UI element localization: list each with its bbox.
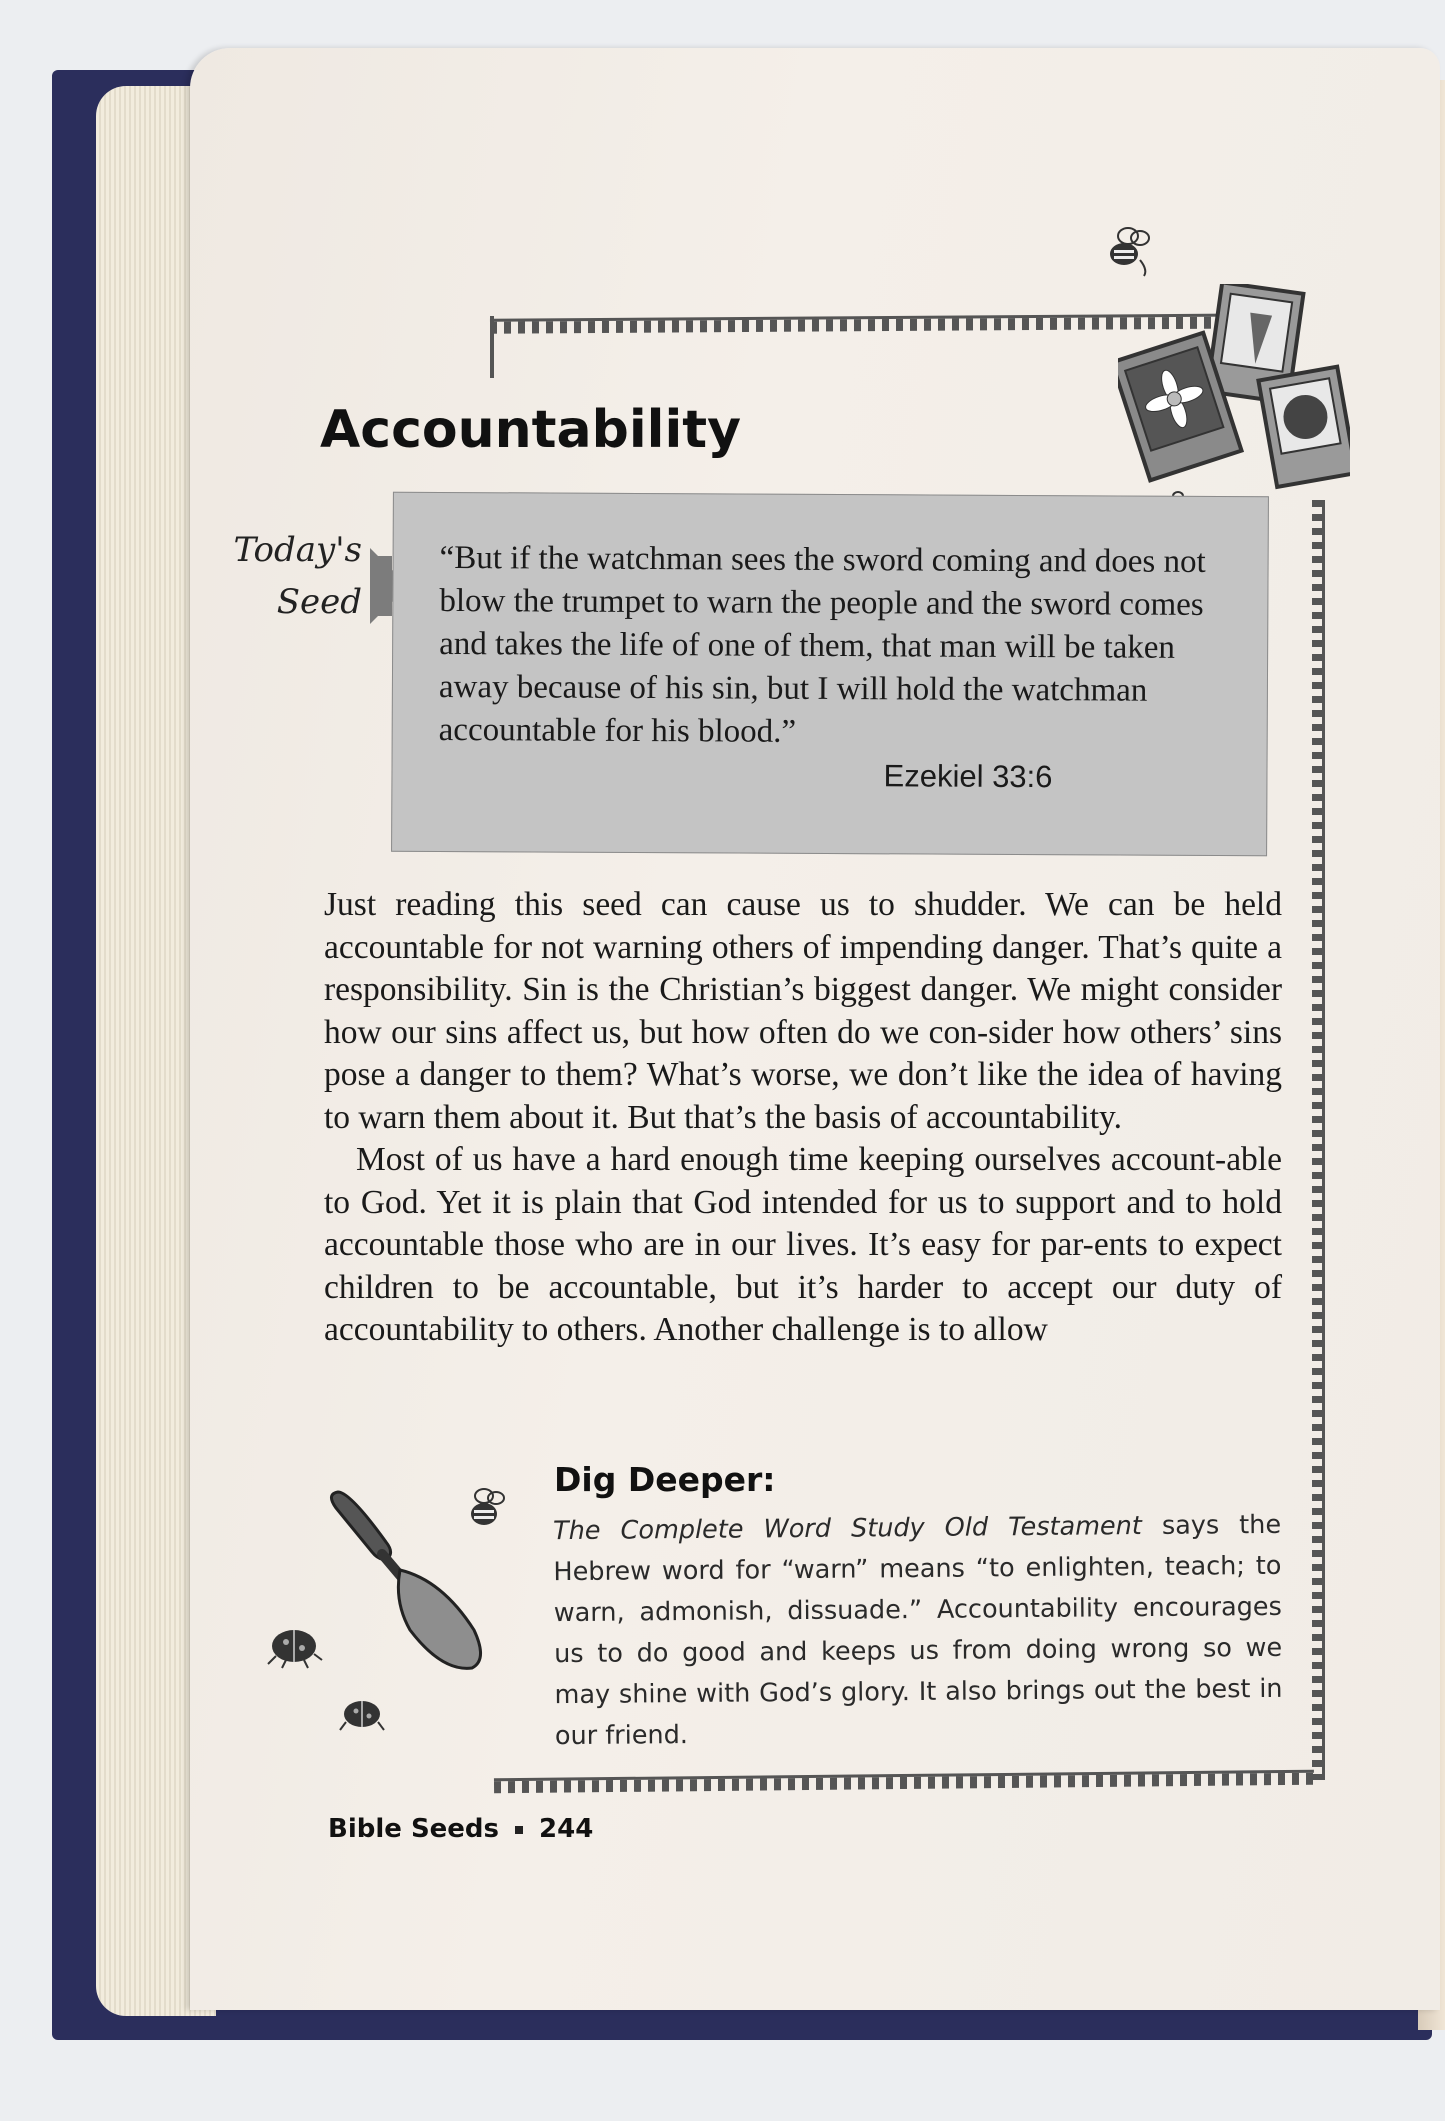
body-paragraph-2: Most of us have a hard enough time keeping ourselves account-able to God. Yet it is plain that God intended for us to support and to hold accountable those who are in our lives. It’s easy for par-ents to expect children to be accountable, but it’s harder to accept our duty of accountability to others. Another challenge is to allow	[324, 1141, 1282, 1348]
footer-separator	[515, 1826, 523, 1834]
page-footer	[328, 1814, 593, 1844]
vine-border-hook	[490, 316, 502, 378]
dig-deeper-text: says the Hebrew word for “warn” means “to enlighten, teach; to warn, admonish, dissuade.” Accountability encourages us to do good and keeps us from doing wrong so we may shine with God’s glory. It also brings out the best in our friend.	[553, 1509, 1283, 1752]
scripture-verse: “But if the watchman sees the sword coming and does not blow the trumpet to warn the people and the sword comes and takes the life of one of them, that man will be taken away because of his sin, but I will hold the watchman accountable for his blood.”	[438, 539, 1206, 750]
vine-border-right	[1312, 500, 1325, 1780]
todays-seed-label-line1: Today's	[233, 530, 362, 570]
todays-seed-label-line2: Seed	[276, 582, 362, 622]
scripture-reference: Ezekiel 33:6	[883, 758, 1053, 795]
page-title: Accountability	[320, 400, 742, 460]
dig-deeper-body	[553, 1505, 1283, 1757]
body-text	[324, 884, 1282, 1352]
bee-icon	[462, 1484, 510, 1534]
footer-book-title: Bible Seeds	[328, 1814, 500, 1844]
todays-seed-label	[232, 524, 362, 628]
ladybug-icon	[336, 1694, 388, 1734]
dig-deeper-book-title: The Complete Word Study Old Testament	[552, 1511, 1142, 1547]
dig-deeper-title: Dig Deeper:	[554, 1460, 776, 1499]
ladybug-icon	[262, 1622, 324, 1670]
scripture-verse-box	[391, 492, 1269, 857]
body-paragraph-1: Just reading this seed can cause us to shudder. We can be held accountable for not warning others of impending danger. That’s quite a responsibility. Sin is the Christian’s biggest danger. We might consider how our sins affect us, but how often do we con-sider how others’ sins pose a danger to them? What’s worse, we don’t like the idea of having to warn them about it. But that’s the basis of accountability.	[324, 886, 1282, 1136]
bee-icon	[1100, 222, 1154, 278]
footer-page-number: 244	[539, 1814, 594, 1844]
